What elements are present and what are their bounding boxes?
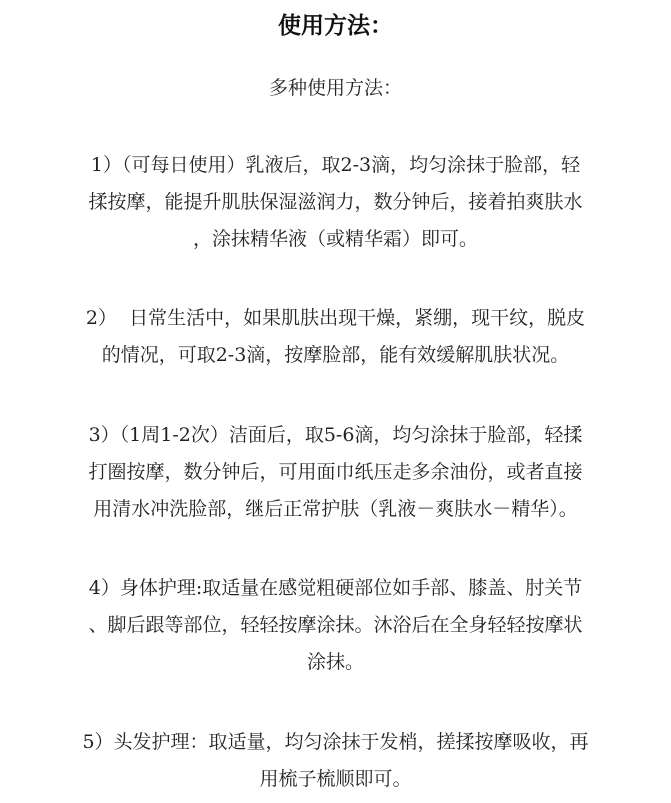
paragraph-line: 打圈按摩，数分钟后，可用面巾纸压走多余油份，或者直接 — [88, 461, 583, 483]
paragraph-line: 揉按摩，能提升肌肤保湿滋润力，数分钟后，接着拍爽肤水 — [88, 191, 583, 213]
paragraph-line: 的情况，可取2-3滴，按摩脸部，能有效缓解肌肤状况。 — [101, 344, 570, 366]
usage-paragraph-4 — [18, 570, 653, 681]
paragraph-line: 4）身体护理:取适量在感觉粗硬部位如手部、膝盖、肘关节 — [88, 577, 583, 599]
paragraph-line: 用清水冲洗脸部，继后正常护肤（乳液－爽肤水－精华）。 — [93, 498, 578, 520]
paragraph-line: 用梳子梳顺即可。 — [259, 768, 412, 790]
page-title: 使用方法： — [278, 13, 393, 39]
paragraph-line: 3）（1周1-2次）洁面后，取5-6滴，均匀涂抹于脸部，轻揉 — [88, 424, 583, 446]
paragraph-line: 涂抹。 — [306, 651, 364, 673]
paragraph-line: 、脚后跟等部位，轻轻按摩涂抹。沐浴后在全身轻轻按摩状 — [88, 614, 583, 636]
paragraph-line: ，涂抹精华液（或精华霜）即可。 — [192, 228, 478, 250]
usage-paragraph-3 — [18, 417, 653, 528]
usage-paragraph-5 — [18, 724, 653, 798]
paragraph-line: 1）（可每日使用）乳液后，取2-3滴，均匀涂抹于脸部，轻 — [90, 154, 581, 176]
paragraph-line: 5）头发护理：取适量，均匀涂抹于发梢，搓揉按摩吸收，再 — [82, 731, 589, 753]
usage-paragraph-1 — [18, 147, 653, 258]
paragraph-line: 2） 日常生活中，如果肌肤出现干燥，紧绷，现干纹，脱皮 — [85, 307, 586, 329]
page-subtitle: 多种使用方法： — [268, 77, 402, 99]
usage-paragraph-2 — [18, 300, 653, 374]
